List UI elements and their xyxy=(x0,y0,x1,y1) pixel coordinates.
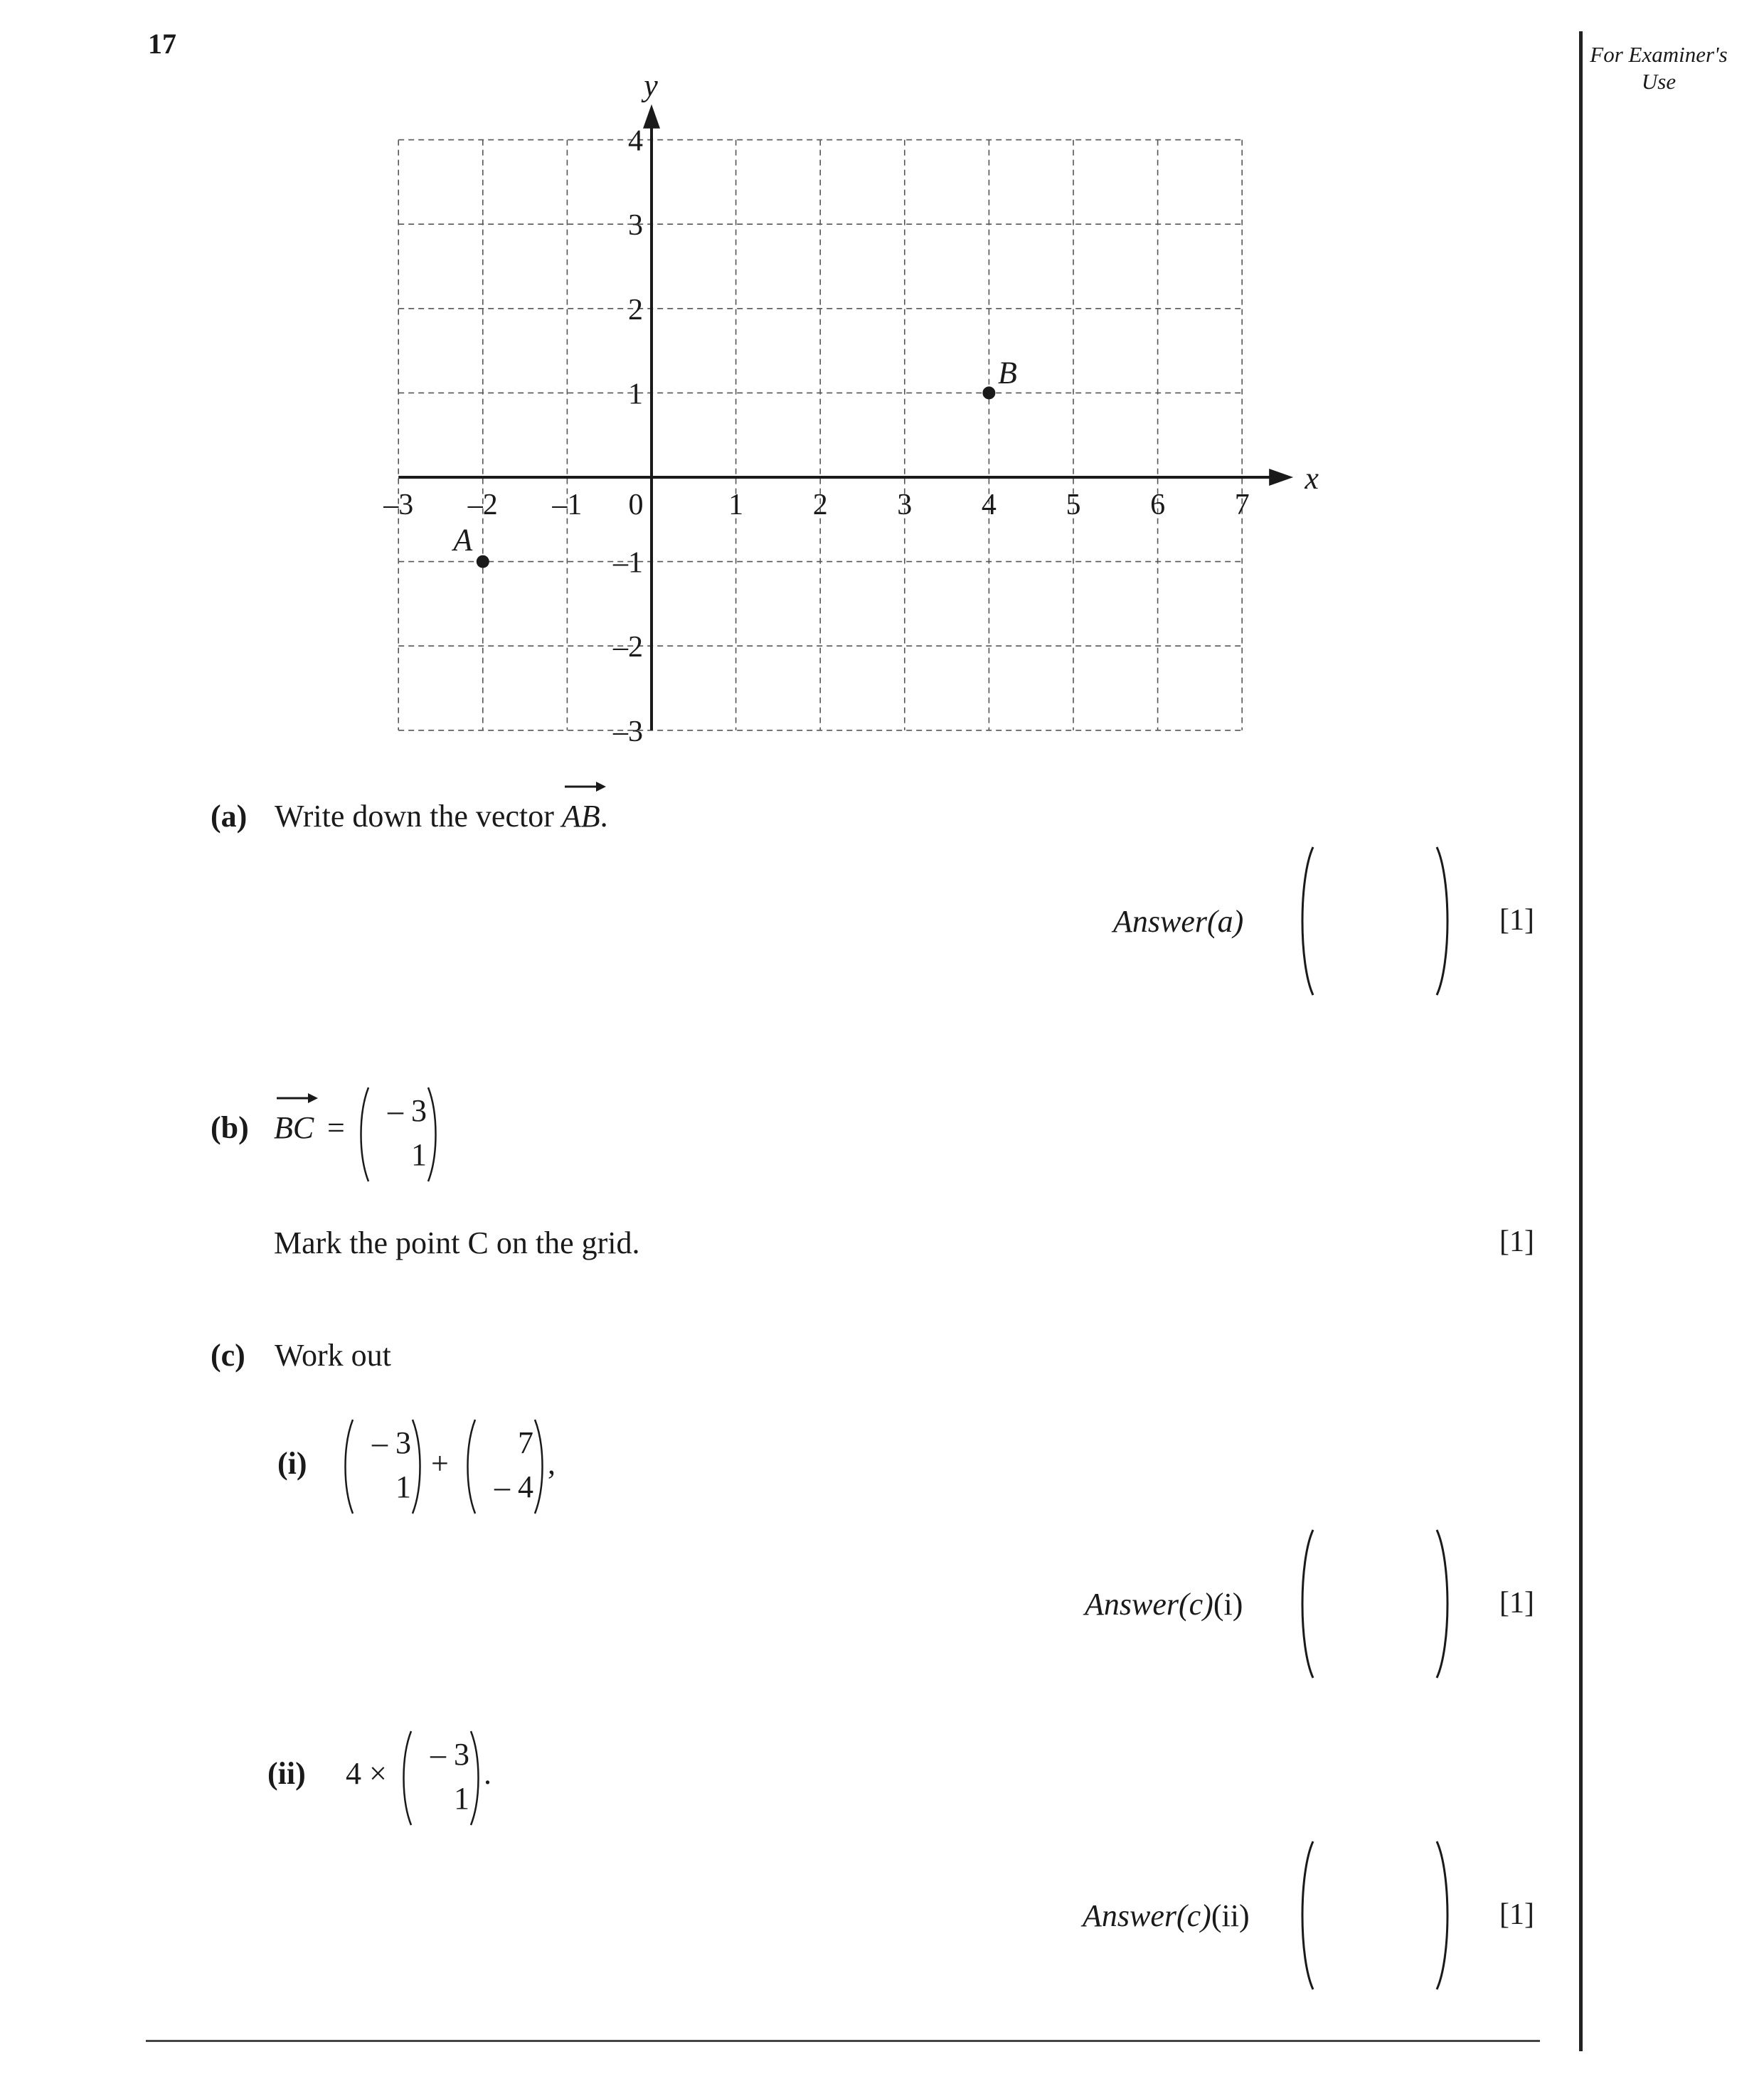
vector-arrow-icon xyxy=(275,1091,318,1105)
vector-ab-label: AB xyxy=(561,799,600,834)
vector-arrow-icon xyxy=(563,780,606,794)
x-tick-label: 5 xyxy=(1066,489,1081,521)
x-tick-label: –3 xyxy=(383,489,414,521)
x-tick-label: 2 xyxy=(812,489,828,521)
x-tick-label: 7 xyxy=(1234,489,1250,521)
part-b-label: (b) xyxy=(211,1110,249,1145)
y-tick-label: 4 xyxy=(628,124,643,158)
vector-ab xyxy=(562,798,600,834)
part-c-text: Work out xyxy=(275,1338,391,1373)
y-axis-arrow-icon xyxy=(643,105,660,129)
y-tick-label: –2 xyxy=(613,631,643,664)
answer-cii-box[interactable] xyxy=(1293,1837,1457,1994)
cii-column-vector xyxy=(398,1728,484,1828)
y-tick-label: 2 xyxy=(628,293,643,326)
answer-cii-suffix: (ii) xyxy=(1211,1898,1250,1933)
question-number: 17 xyxy=(148,28,176,60)
part-a-text: Write down the vector xyxy=(275,799,554,834)
y-axis-label: y xyxy=(644,68,658,103)
answer-cii-prefix: Answer(c) xyxy=(1083,1898,1211,1933)
ci-plus: + xyxy=(431,1446,449,1481)
part-a-question xyxy=(275,798,608,834)
x-tick-label: 6 xyxy=(1150,489,1166,521)
answer-ci-label xyxy=(1085,1586,1243,1622)
part-b-instruction: Mark the point C on the grid. xyxy=(274,1225,640,1260)
ci-right-top: 7 xyxy=(518,1425,533,1460)
bc-top: – 3 xyxy=(388,1093,427,1128)
bc-column-vector xyxy=(356,1085,441,1184)
x-tick-label: 0 xyxy=(628,489,644,521)
ci-left-bottom: 1 xyxy=(395,1469,411,1504)
vector-bc xyxy=(274,1110,314,1146)
part-a-label: (a) xyxy=(211,799,248,834)
x-axis-arrow-icon xyxy=(1269,469,1293,486)
part-b-equals: = xyxy=(327,1110,345,1145)
x-tick-label: 3 xyxy=(897,489,913,521)
x-tick-label: 1 xyxy=(728,489,744,521)
answer-ci-box[interactable] xyxy=(1293,1526,1457,1682)
part-a-end: . xyxy=(600,799,608,834)
cii-factor: 4 × xyxy=(346,1756,387,1791)
answer-cii-label xyxy=(1083,1898,1250,1934)
x-axis-label: x xyxy=(1305,461,1319,496)
y-tick-label: –3 xyxy=(613,715,643,748)
point-b xyxy=(982,386,995,399)
part-a-marks: [1] xyxy=(1499,904,1534,937)
bottom-rule xyxy=(146,2040,1540,2042)
part-cii-label: (ii) xyxy=(267,1756,306,1791)
vector-bc-label: BC xyxy=(274,1110,314,1145)
part-cii-marks: [1] xyxy=(1499,1898,1534,1931)
x-tick-label: –2 xyxy=(467,489,498,521)
answer-ci-prefix: Answer(c) xyxy=(1085,1587,1213,1622)
x-tick-label: –1 xyxy=(552,489,583,521)
ci-left-top: – 3 xyxy=(372,1425,411,1460)
point-a xyxy=(477,555,489,568)
cii-top: – 3 xyxy=(430,1737,469,1772)
y-tick-label: –1 xyxy=(613,546,643,580)
coordinate-grid[interactable] xyxy=(0,0,1423,775)
x-tick-label: 4 xyxy=(981,489,997,521)
y-tick-label: 3 xyxy=(628,209,643,243)
bc-bottom: 1 xyxy=(411,1137,427,1172)
ci-left-vector xyxy=(340,1417,425,1516)
y-tick-label: 1 xyxy=(628,378,643,411)
examiner-margin-rule xyxy=(1579,31,1583,2051)
part-b-marks: [1] xyxy=(1499,1225,1534,1258)
point-label-b: B xyxy=(997,355,1017,390)
part-ci-label: (i) xyxy=(277,1446,307,1481)
answer-a-label: Answer(a) xyxy=(1113,904,1244,939)
part-c-label: (c) xyxy=(211,1338,245,1373)
answer-ci-suffix: (i) xyxy=(1213,1587,1243,1622)
ci-right-vector xyxy=(462,1417,548,1516)
part-ci-marks: [1] xyxy=(1499,1587,1534,1620)
point-label-a: A xyxy=(453,522,473,558)
answer-a-box[interactable] xyxy=(1293,843,1457,999)
ci-right-bottom: – 4 xyxy=(494,1469,533,1504)
cii-period: . xyxy=(484,1756,492,1791)
ci-comma: , xyxy=(548,1446,556,1481)
examiner-use-label: For Examiner's Use xyxy=(1590,42,1728,94)
cii-bottom: 1 xyxy=(454,1781,469,1816)
